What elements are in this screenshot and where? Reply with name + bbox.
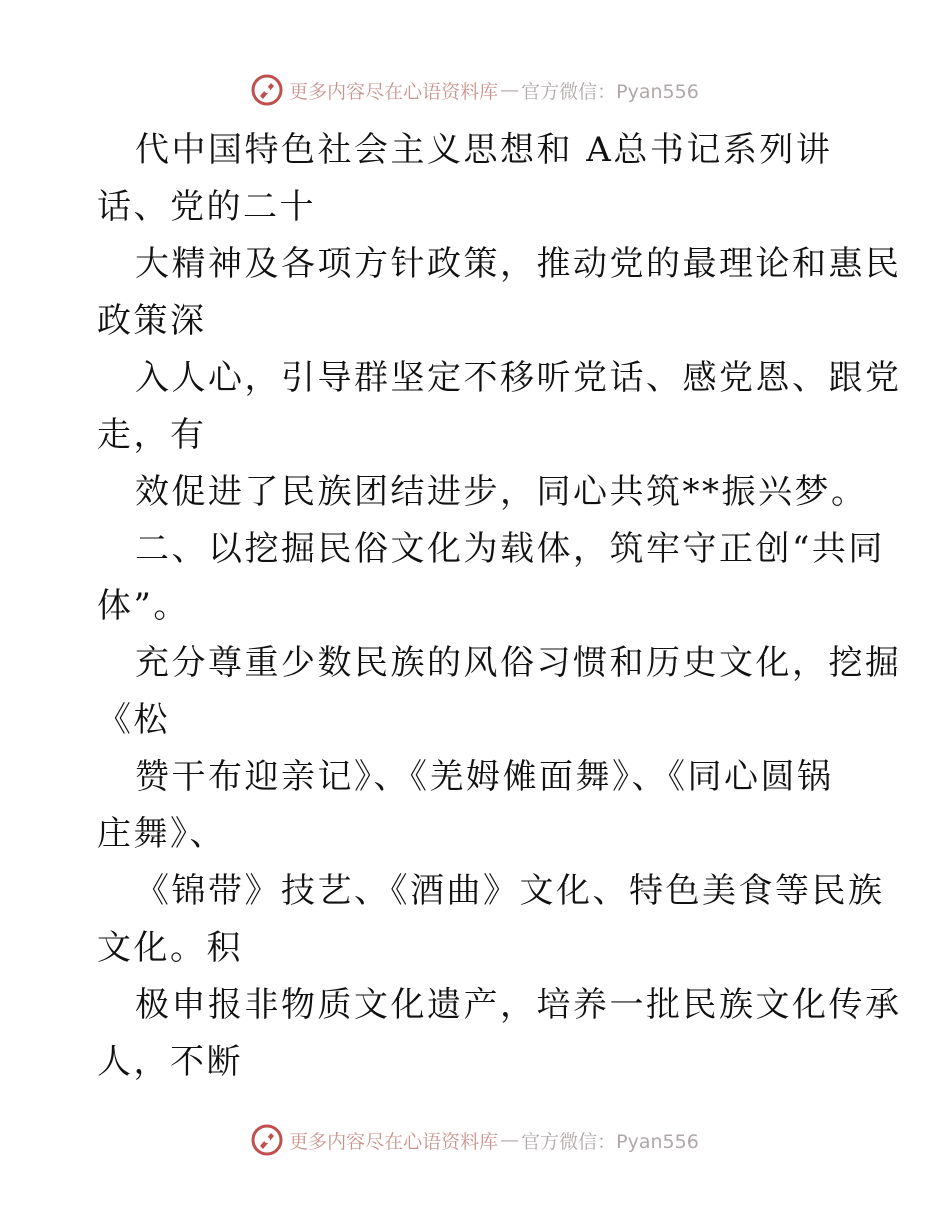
body-line: 话、党的二十 [97,187,316,227]
body-line: 体”。 [97,586,190,626]
banner-wechat-text: 官方微信：Pyan556 [521,1130,699,1153]
banner-main-text: 更多内容尽在心语资料库 [289,1130,499,1153]
logo-icon [251,1124,283,1156]
body-line: 极申报非物质文化遗产，培养一批民族文化传承 [135,985,902,1025]
document-body [97,122,902,1091]
body-line: 大精神及各项方针政策，推动党的最理论和惠民 [135,244,902,284]
body-line: 人，不断 [97,1042,243,1082]
body-line: 二、以挖掘民俗文化为载体，筑牢守正创“共同 [135,529,885,569]
banner-wechat-text: 官方微信：Pyan556 [521,80,699,103]
body-line: 政策深 [97,301,207,341]
body-line: 代中国特色社会主义思想和 A总书记系列讲 [135,130,833,170]
header-banner [0,70,950,110]
body-line: 入人心，引导群坚定不移听党话、感党恩、跟党 [135,358,902,398]
body-line: 赞干布迎亲记》、《羌姆傩面舞》、《同心圆锅 [135,757,834,797]
body-line: 庄舞》、 [97,814,226,854]
logo-icon [251,74,283,106]
banner-main-text: 更多内容尽在心语资料库 [289,80,499,103]
footer-banner [0,1120,950,1160]
body-line: 文化。积 [97,928,243,968]
body-line: 《松 [97,700,170,740]
body-line: 效促进了民族团结进步，同心共筑**振兴梦。 [135,472,868,512]
banner-separator: — [500,79,520,101]
banner-separator: — [500,1129,520,1151]
body-line: 充分尊重少数民族的风俗习惯和历史文化，挖掘 [135,643,902,683]
body-line: 《锦带》技艺、《酒曲》文化、特色美食等民族 [135,871,885,911]
body-line: 走，有 [97,415,207,455]
